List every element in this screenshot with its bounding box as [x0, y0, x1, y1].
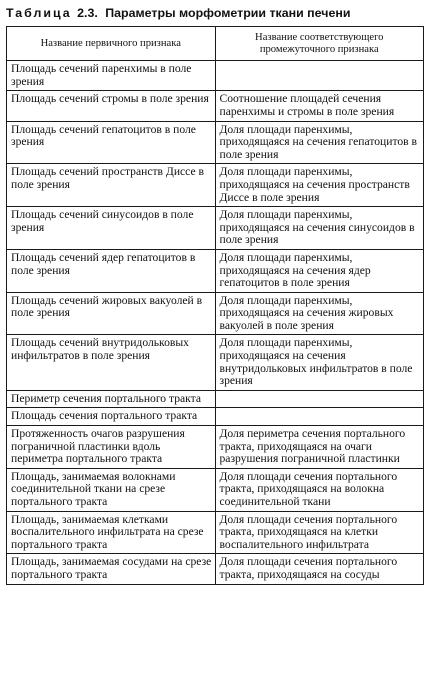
table-header-row: [7, 27, 424, 61]
derived-feature-cell: [215, 408, 424, 426]
derived-feature-cell: Соотношение площадей сечения паренхимы и стромы в поле зрения: [215, 91, 424, 121]
derived-feature-cell: Доля площади паренхимы, приходящаяся на сечения внутридольковых инфильтратов в поле зрения: [215, 335, 424, 390]
table-caption: [6, 4, 431, 26]
caption-number: 2.3.: [77, 6, 98, 20]
table-row: [7, 408, 424, 426]
table-row: [7, 426, 424, 469]
primary-feature-cell: Площадь, занимаемая сосудами на срезе портального тракта: [7, 554, 216, 584]
caption-title: Параметры морфометрии ткани печени: [105, 6, 351, 20]
column-header-derived: Название соответствующего промежуточного признака: [215, 27, 424, 61]
derived-feature-cell: Доля площади паренхимы, приходящаяся на сечения пространств Диссе в поле зрения: [215, 164, 424, 207]
primary-feature-cell: Периметр сечения портального тракта: [7, 390, 216, 408]
table-row: [7, 121, 424, 164]
primary-feature-cell: Площадь сечений внутридольковых инфильтратов в поле зрения: [7, 335, 216, 390]
derived-feature-cell: [215, 61, 424, 91]
caption-label: Таблица: [6, 6, 72, 20]
table-row: [7, 390, 424, 408]
derived-feature-cell: [215, 390, 424, 408]
primary-feature-cell: Площадь сечений пространств Диссе в поле зрения: [7, 164, 216, 207]
primary-feature-cell: Протяженность очагов разрушения пограничной пластинки вдоль периметра портального тракта: [7, 426, 216, 469]
table-row: [7, 335, 424, 390]
primary-feature-cell: Площадь сечений стромы в поле зрения: [7, 91, 216, 121]
derived-feature-cell: Доля площади паренхимы, приходящаяся на сечения гепатоцитов в поле зрения: [215, 121, 424, 164]
table-row: [7, 292, 424, 335]
derived-feature-cell: Доля площади паренхимы, приходящаяся на сечения синусоидов в поле зрения: [215, 207, 424, 250]
table-row: [7, 249, 424, 292]
table-row: [7, 511, 424, 554]
primary-feature-cell: Площадь сечений паренхимы в поле зрения: [7, 61, 216, 91]
primary-feature-cell: Площадь, занимаемая волокнами соединительной ткани на срезе портального тракта: [7, 468, 216, 511]
table-row: [7, 468, 424, 511]
table-row: [7, 554, 424, 584]
primary-feature-cell: Площадь сечений гепатоцитов в поле зрения: [7, 121, 216, 164]
derived-feature-cell: Доля площади сечения портального тракта, приходящаяся на клетки воспалительного инфильтрата: [215, 511, 424, 554]
primary-feature-cell: Площадь сечений ядер гепатоцитов в поле зрения: [7, 249, 216, 292]
morphometry-table: [6, 26, 424, 585]
table-row: [7, 164, 424, 207]
derived-feature-cell: Доля периметра сечения портального тракта, приходящаяся на очаги разрушения пограничной пластинки: [215, 426, 424, 469]
derived-feature-cell: Доля площади паренхимы, приходящаяся на сечения жировых вакуолей в поле зрения: [215, 292, 424, 335]
primary-feature-cell: Площадь сечения портального тракта: [7, 408, 216, 426]
column-header-primary: Название первичного признака: [7, 27, 216, 61]
table-row: [7, 91, 424, 121]
primary-feature-cell: Площадь сечений жировых вакуолей в поле зрения: [7, 292, 216, 335]
derived-feature-cell: Доля площади паренхимы, приходящаяся на сечения ядер гепатоцитов в поле зрения: [215, 249, 424, 292]
derived-feature-cell: Доля площади сечения портального тракта, приходящаяся на волокна соединительной ткани: [215, 468, 424, 511]
primary-feature-cell: Площадь, занимаемая клетками воспалительного инфильтрата на срезе портального тракта: [7, 511, 216, 554]
table-row: [7, 61, 424, 91]
derived-feature-cell: Доля площади сечения портального тракта, приходящаяся на сосуды: [215, 554, 424, 584]
primary-feature-cell: Площадь сечений синусоидов в поле зрения: [7, 207, 216, 250]
table-row: [7, 207, 424, 250]
